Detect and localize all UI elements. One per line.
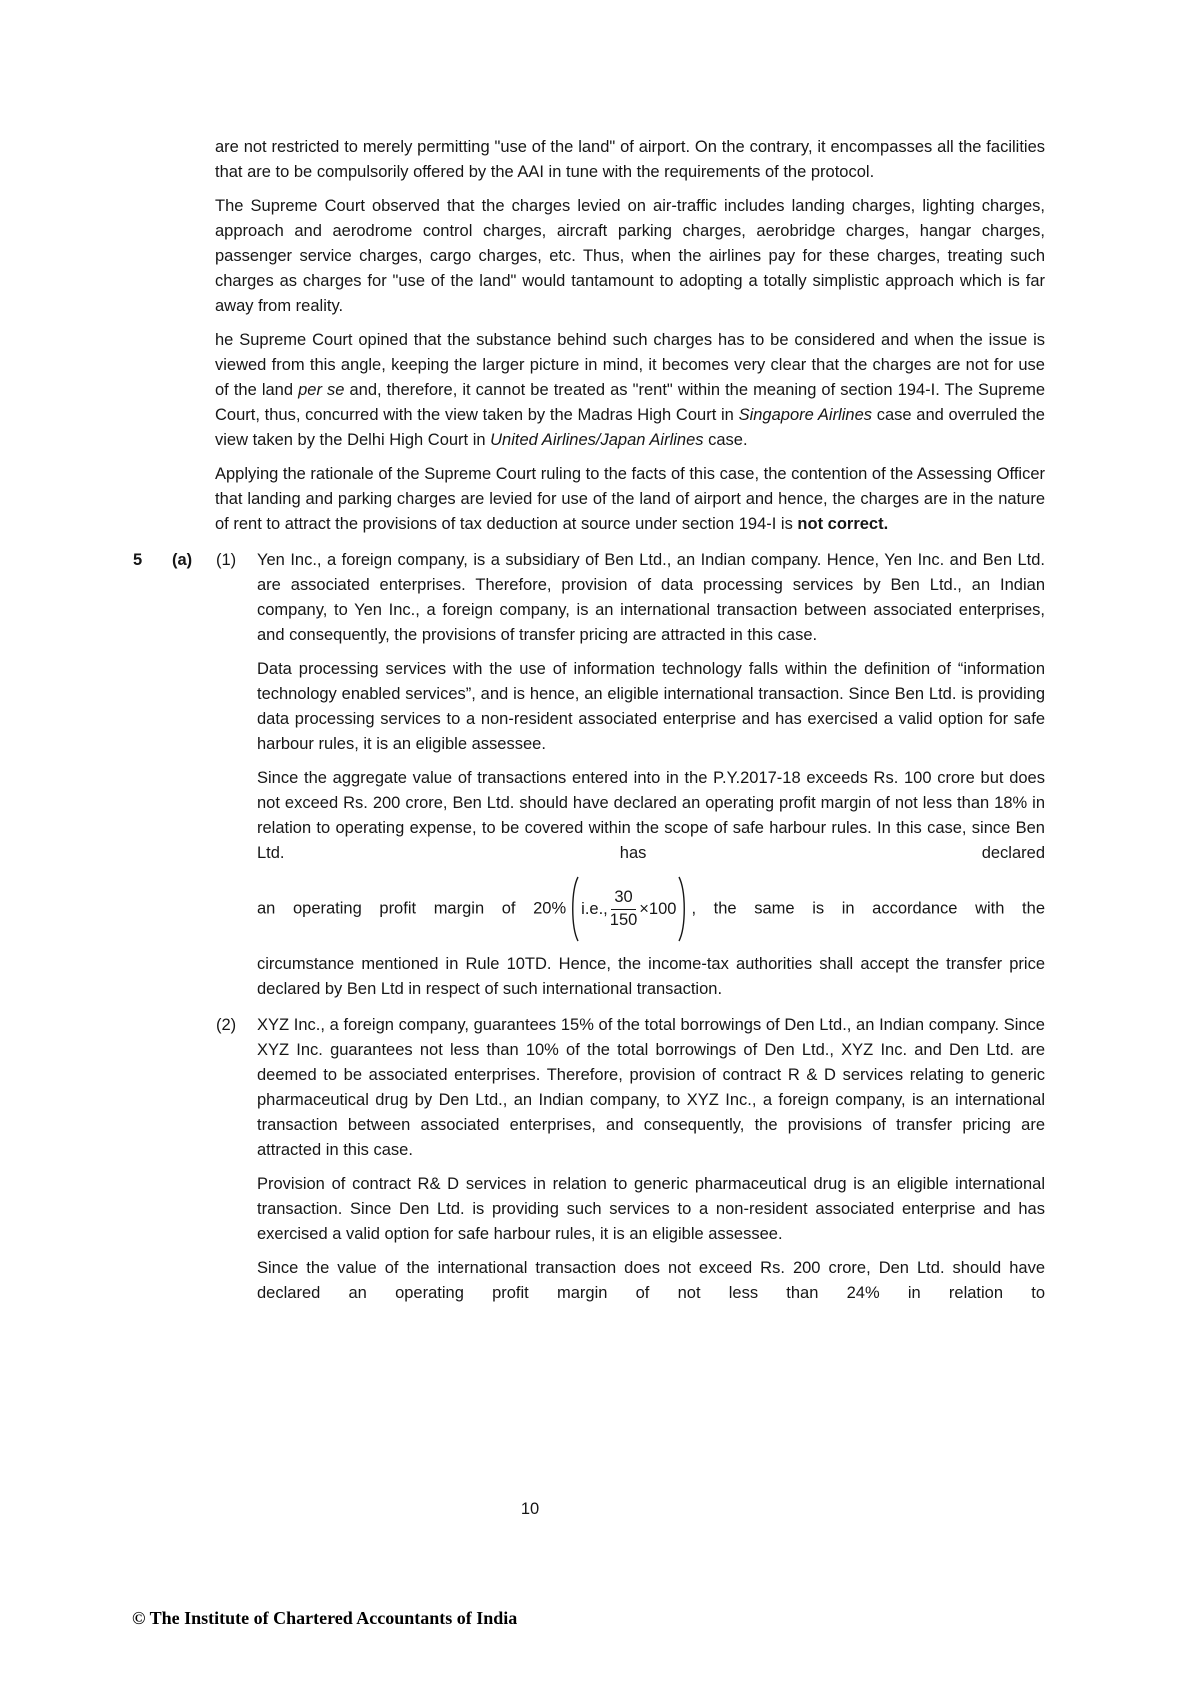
item-1-number: (1) [216, 551, 237, 569]
answer-item-1 [216, 548, 1045, 648]
question-part-label: (a) [172, 551, 193, 569]
italic-singapore-airlines: Singapore Airlines [738, 406, 872, 424]
fraction-denominator: 150 [609, 910, 638, 929]
item-2-number: (2) [216, 1016, 237, 1034]
left-paren-icon [568, 875, 580, 943]
item-1-formula-line [257, 875, 1045, 943]
formula-fraction [610, 888, 638, 931]
formula-post-text: , the same is in accordance with the [691, 899, 1045, 918]
item-1-paragraph-2: Data processing services with the use of information technology falls within the definition of “information technology enabled services”, and is hence, an eligible international transaction. Since Ben Ltd. is providing data processing services to a non-resident associated enterprise and has exercised a valid option for safe harbour rules, it is an eligible assessee. [257, 660, 1045, 753]
item-2-paragraph-1: XYZ Inc., a foreign company, guarantees 15% of the total borrowings of Den Ltd., an Indian company. Since XYZ Inc. guarantees not less than 10% of the total borrowings of Den Ltd., XYZ Inc. and Den Ltd. are deemed to be associated enterprises. Therefore, provision of contract R & D services relating to generic pharmaceutical drug by Den Ltd., an Indian company, to XYZ Inc., a foreign company, is an international transaction between associated enterprises, and consequently, the provisions of transfer pricing are attracted in this case. [257, 1016, 1045, 1159]
paragraph-supreme-court-observed: The Supreme Court observed that the charges levied on air-traffic includes landing charges, lighting charges, approach and aerodrome control charges, aircraft parking charges, aerobridge charges, hangar charges, passenger service charges, cargo charges, etc. Thus, when the airlines pay for these charges, treating such charges as charges for "use of the land" would tantamount to adopting a totally simplistic approach which is far away from reality. [215, 197, 1045, 315]
page-number: 10 [520, 1500, 540, 1518]
copyright-footer: © The Institute of Chartered Accountants of India [132, 1608, 518, 1628]
item-1-paragraph-4: circumstance mentioned in Rule 10TD. Hence, the income-tax authorities shall accept the transfer price declared by Ben Ltd in respect of such international transaction. [257, 955, 1045, 998]
paragraph-text: case. [703, 431, 748, 449]
question-5a-body [216, 548, 1045, 1315]
italic-united-airlines: United Airlines/Japan Airlines [490, 431, 704, 449]
item-2-paragraph-3: Since the value of the international transaction does not exceed Rs. 200 crore, Den Ltd. should have declared an operating profit margin of not less than 24% in relation to [257, 1259, 1045, 1302]
profit-margin-formula [568, 875, 689, 943]
question-number: 5 [133, 551, 143, 569]
paragraph-text: and, therefore, it cannot be treated as "rent" within the meaning of section 194-I. The Supreme Court, thus, concurred with the view taken by the Madras High Court in [215, 381, 1046, 424]
answer-item-2 [216, 1013, 1045, 1163]
item-2-paragraph-2: Provision of contract R& D services in relation to generic pharmaceutical drug is an eligible international transaction. Since Den Ltd. is providing such services to a non-resident associated enterprise and has exercised a valid option for safe harbour rules, it is an eligible assessee. [257, 1175, 1045, 1243]
formula-pre-text: an operating profit margin of 20% [257, 899, 567, 918]
bold-not-correct: not correct. [797, 515, 889, 533]
paragraph-conclusion-194i [215, 462, 1045, 537]
question-5 [133, 548, 1045, 1315]
item-1-paragraph-3: Since the aggregate value of transactions entered into in the P.Y.2017-18 exceeds Rs. 100 crore but does not exceed Rs. 200 crore, Ben Ltd. should have declared an operating profit margin of not less than 18% in relation to operating expense, to be covered within the scope of safe harbour rules. In this case, since Ben Ltd. has declared [257, 769, 1045, 862]
right-paren-icon [677, 875, 689, 943]
paragraph-text: he Supreme Court opined that the substance behind such charges has to be considered and when the issue is viewed from this angle, keeping the larger picture in mind, it becomes very clear that the charges are not for use of the land [215, 331, 1045, 399]
paragraph-text: Applying the rationale of the Supreme Court ruling to the facts of this case, the contention of the Assessing Officer that landing and parking charges are levied for use of the land of airport and hence, the charges are in the nature of rent to attract the provisions of tax deduction at source under section 194-I is [215, 465, 1045, 533]
paragraph-intro: are not restricted to merely permitting "use of the land" of airport. On the contrary, it encompasses all the facilities that are to be compulsorily offered by the AAI in tune with the requirements of the protocol. [215, 138, 1045, 181]
page-body [133, 135, 1045, 1315]
formula-ie-label: i.e., [581, 899, 608, 918]
formula-times-100: ×100 [639, 899, 677, 918]
fraction-numerator: 30 [611, 888, 635, 910]
italic-per-se: per se [298, 381, 345, 399]
paragraph-supreme-court-opined [215, 328, 1045, 453]
item-1-paragraph-1: Yen Inc., a foreign company, is a subsidiary of Ben Ltd., an Indian company. Hence, Yen Inc. and Ben Ltd. are associated enterprises. Therefore, provision of data processing services by Ben Ltd., an Indian company, to Yen Inc., a foreign company, is an international transaction between associated enterprises, and consequently, the provisions of transfer pricing are attracted in this case. [257, 551, 1045, 644]
paragraph-text: case and overruled the view taken by the Delhi High Court in [215, 406, 1045, 449]
